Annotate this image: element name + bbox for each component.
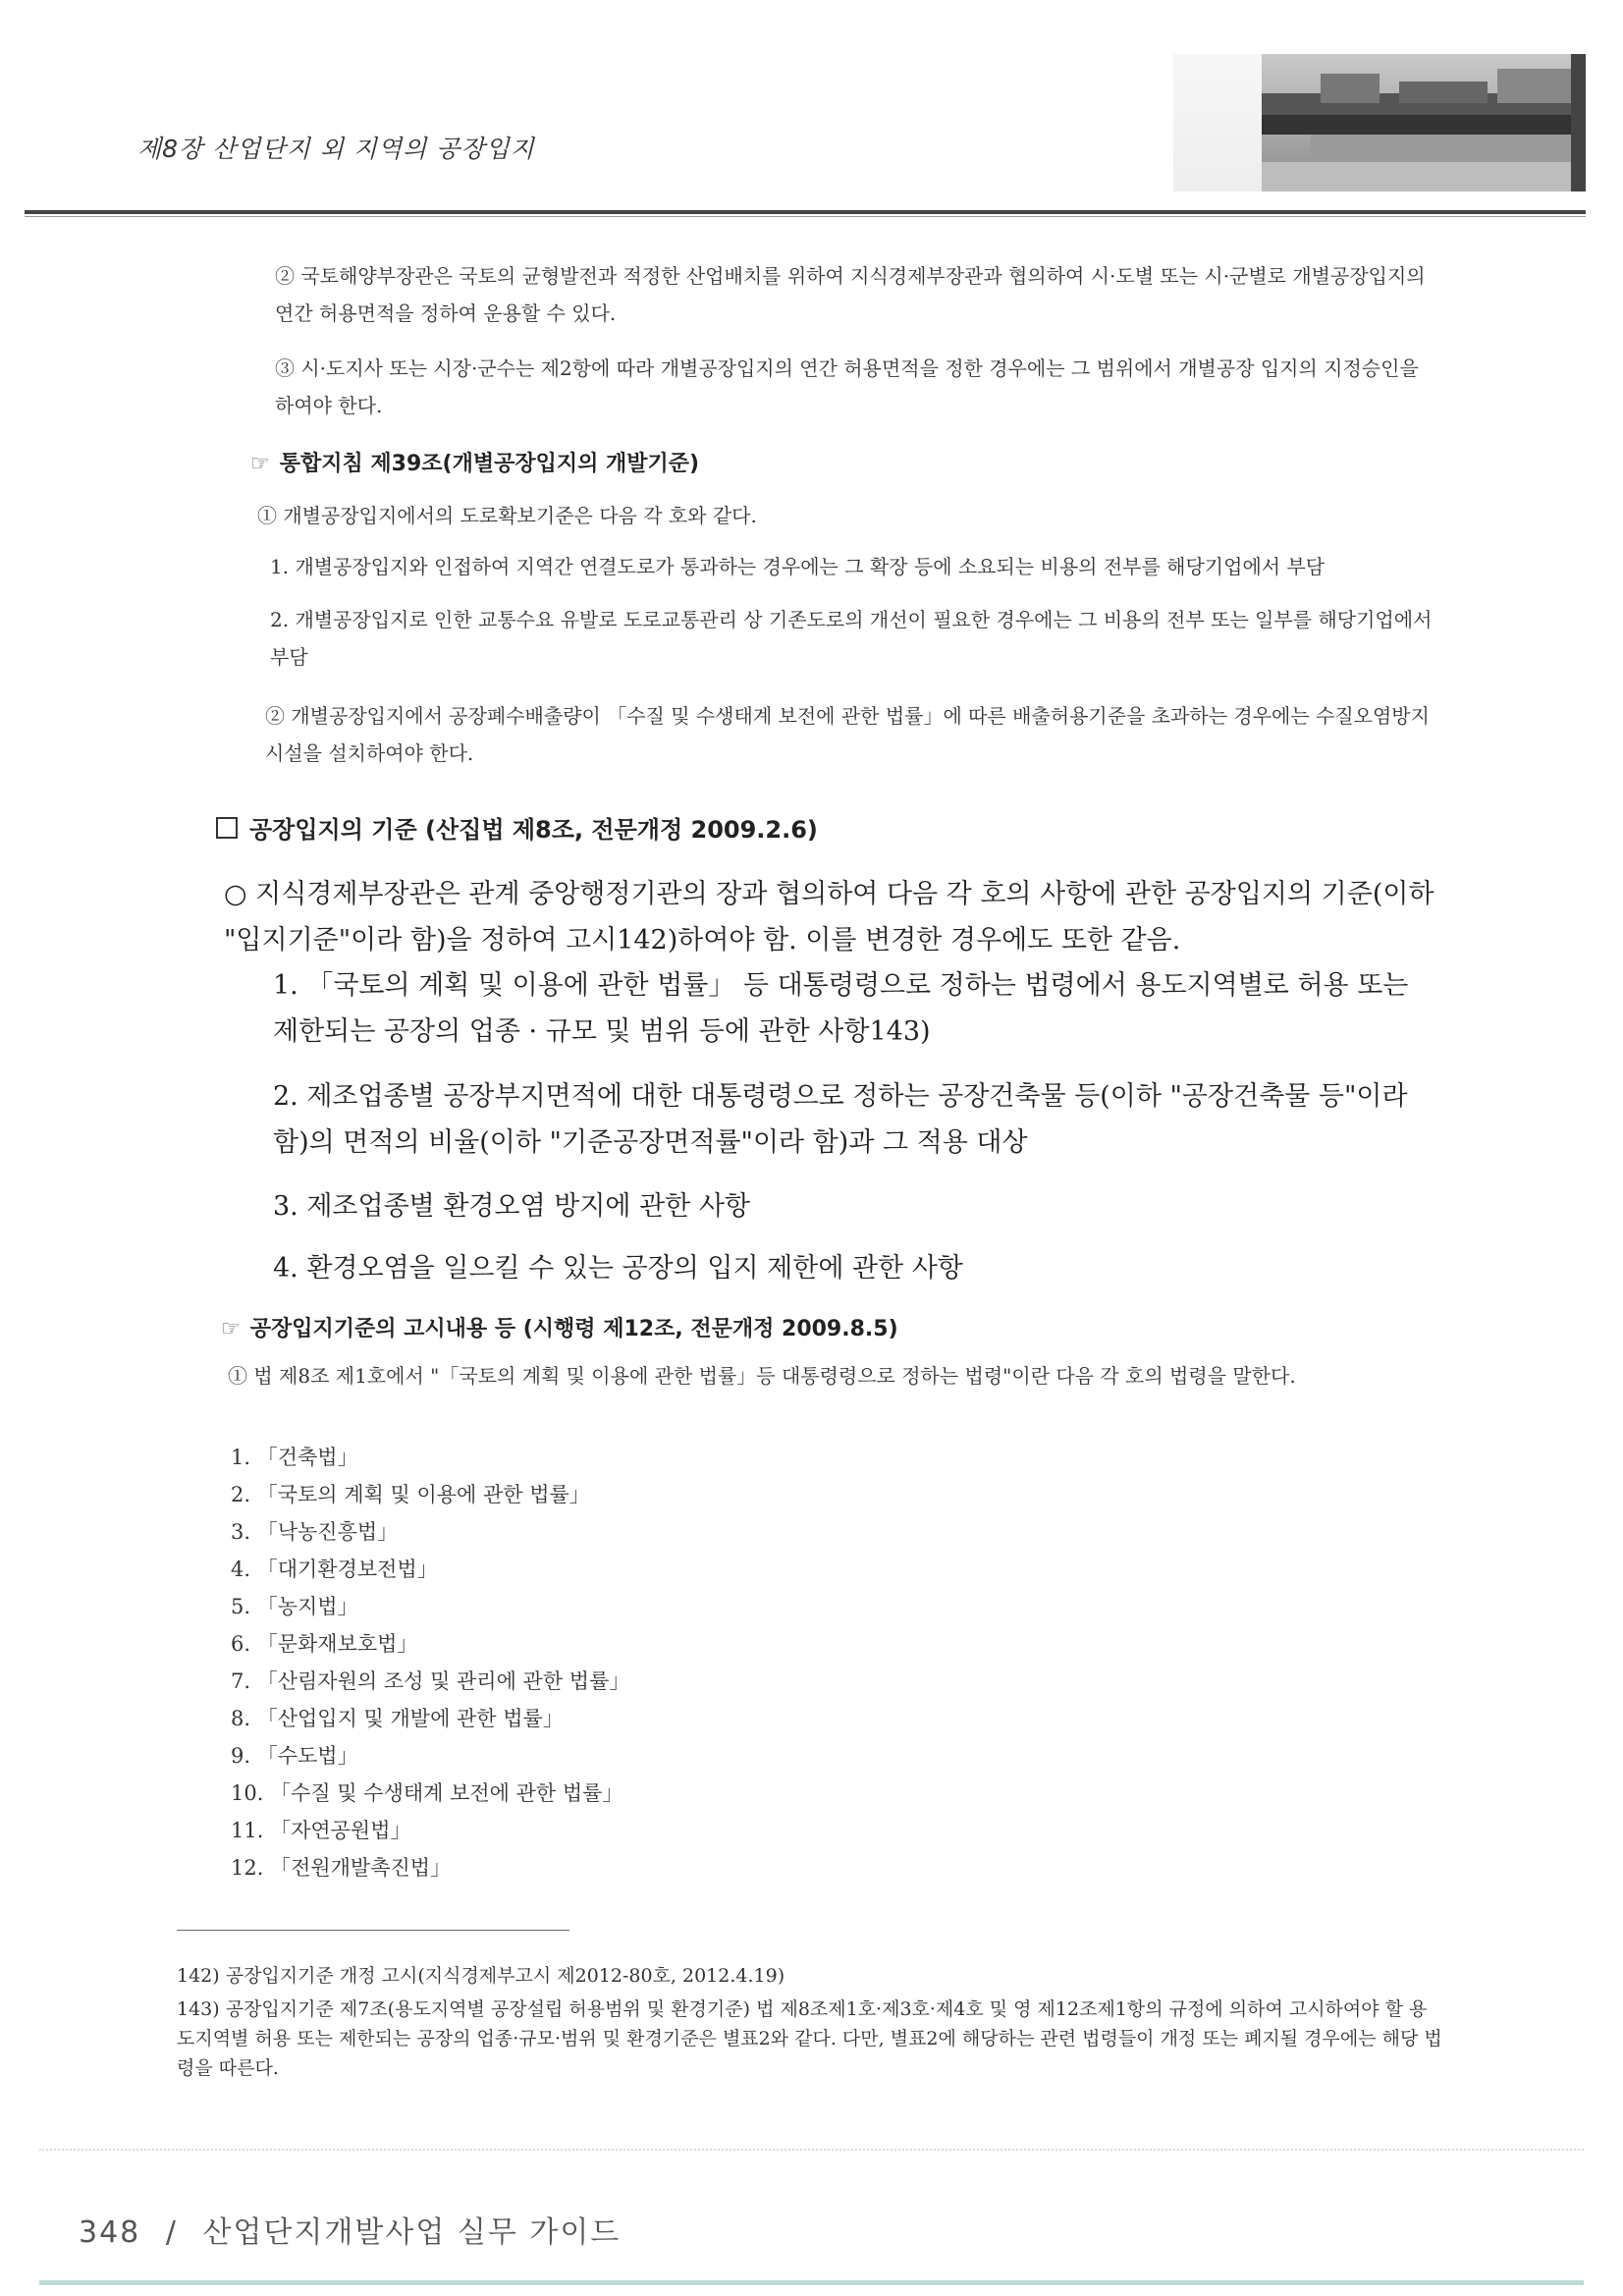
law-item: 3. 「낙농진흥법」 xyxy=(231,1520,399,1544)
law-item: 9. 「수도법」 xyxy=(231,1744,358,1768)
law-item: 12. 「전원개발촉진법」 xyxy=(231,1856,452,1880)
header-rule-thin xyxy=(25,216,1586,217)
header-rule xyxy=(25,210,1586,214)
page-footer xyxy=(79,2208,621,2251)
ref1-paragraph-1: ① 개별공장입지에서의 도로확보기준은 다음 각 호와 같다. xyxy=(257,504,757,527)
law-item: 1. 「건축법」 xyxy=(231,1446,358,1469)
ref1-item-2: 2. 개별공장입지로 인한 교통수요 유발로 도로교통관리 상 기존도로의 개선이 필요한 경우에는 그 비용의 전부 또는 일부를 해당기업에서 부담 xyxy=(270,608,1433,669)
ref2-paragraph-1: ① 법 제8조 제1호에서 "「국토의 계획 및 이용에 관한 법률」등 대통령령으로 정하는 법령"이란 다음 각 호의 법령을 말한다. xyxy=(228,1364,1296,1388)
section-main-paragraph: ○ 지식경제부장관은 관계 중앙행정기관의 장과 협의하여 다음 각 호의 사항에 관한 공장입지의 기준(이하 "입지기준"이라 함)을 정하여 고시142)하여야 함. 이를 변경한 경우에도 또한 같음. xyxy=(224,879,1434,956)
footer-dotted-divider xyxy=(39,2149,1584,2151)
law-item: 11. 「자연공원법」 xyxy=(231,1819,411,1842)
header-photo xyxy=(1173,54,1586,191)
footnote-rule xyxy=(177,1930,569,1931)
checkbox-square-icon xyxy=(216,817,238,839)
law-item: 5. 「농지법」 xyxy=(231,1595,358,1618)
pointing-hand-icon: ☞ xyxy=(250,452,270,476)
paragraph-2: ② 국토해양부장관은 국토의 균형발전과 적정한 산업배치를 위하여 지식경제부장관과 협의하여 시·도별 또는 시·군별로 개별공장입지의 연간 허용면적을 정하여 운용할 수 있다. xyxy=(275,264,1426,325)
law-item: 6. 「문화재보호법」 xyxy=(231,1632,418,1656)
footer-separator: / xyxy=(165,2215,178,2250)
section-item-4: 4. 환경오염을 일으킬 수 있는 공장의 입지 제한에 관한 사항 xyxy=(273,1253,963,1284)
book-title: 산업단지개발사업 실무 가이드 xyxy=(202,2215,622,2250)
pointing-hand-icon: ☞ xyxy=(221,1317,241,1341)
ref1-paragraph-2: ② 개별공장입지에서 공장폐수배출량이 「수질 및 수생태계 보전에 관한 법률」에 따른 배출허용기준을 초과하는 경우에는 수질오염방지시설을 설치하여야 한다. xyxy=(265,704,1430,765)
law-item: 10. 「수질 및 수생태계 보전에 관한 법률」 xyxy=(231,1781,623,1805)
law-item: 7. 「산림자원의 조성 및 관리에 관한 법률」 xyxy=(231,1669,630,1693)
law-item: 4. 「대기환경보전법」 xyxy=(231,1558,438,1581)
section-heading: 공장입지의 기준 (산집법 제8조, 전문개정 2009.2.6) xyxy=(216,810,818,845)
ref-title-guideline-39: ☞ 통합지침 제39조(개별공장입지의 개발기준) xyxy=(250,452,700,476)
chapter-title: 제8장 산업단지 외 지역의 공장입지 xyxy=(137,135,535,163)
section-item-3: 3. 제조업종별 환경오염 방지에 관한 사항 xyxy=(273,1191,750,1222)
page-number: 348 xyxy=(79,2215,141,2250)
ref-title-decree-12: ☞ 공장입지기준의 고시내용 등 (시행령 제12조, 전문개정 2009.8.5) xyxy=(221,1317,898,1341)
section-item-1: 1. 「국토의 계획 및 이용에 관한 법률」 등 대통령령으로 정하는 법령에서 용도지역별로 허용 또는 제한되는 공장의 업종 · 규모 및 범위 등에 관한 사항143) xyxy=(273,970,1409,1047)
footer-rule xyxy=(39,2280,1584,2285)
law-item: 8. 「산업입지 및 개발에 관한 법률」 xyxy=(231,1707,564,1730)
section-item-2: 2. 제조업종별 공장부지면적에 대한 대통령령으로 정하는 공장건축물 등(이하 "공장건축물 등"이라 함)의 면적의 비율(이하 "기준공장면적률"이라 함)과 그 적용 대상 xyxy=(273,1081,1408,1158)
paragraph-3: ③ 시·도지사 또는 시장·군수는 제2항에 따라 개별공장입지의 연간 허용면적을 정한 경우에는 그 범위에서 개별공장 입지의 지정승인을 하여야 한다. xyxy=(275,356,1419,417)
ref1-item-1: 1. 개별공장입지와 인접하여 지역간 연결도로가 통과하는 경우에는 그 확장 등에 소요되는 비용의 전부를 해당기업에서 부담 xyxy=(270,555,1325,578)
law-item: 2. 「국토의 계획 및 이용에 관한 법률」 xyxy=(231,1483,590,1506)
footnote-143: 143) 공장입지기준 제7조(용도지역별 공장설립 허용범위 및 환경기준) 법 제8조제1호·제3호·제4호 및 영 제12조제1항의 규정에 의하여 고시하여야 할 용도지역별 허용 또는 제한되는 공장의 업종·규모·범위 및 환경기준은 별표2와 같다. 다만, 별표2에 해당하는 관련 법령들이 개정 또는 폐지될 경우에는 해당 법령을 따른다. xyxy=(177,1998,1442,2079)
footnote-142: 142) 공장입지기준 개정 고시(지식경제부고시 제2012-80호, 2012.4.19) xyxy=(177,1965,785,1987)
